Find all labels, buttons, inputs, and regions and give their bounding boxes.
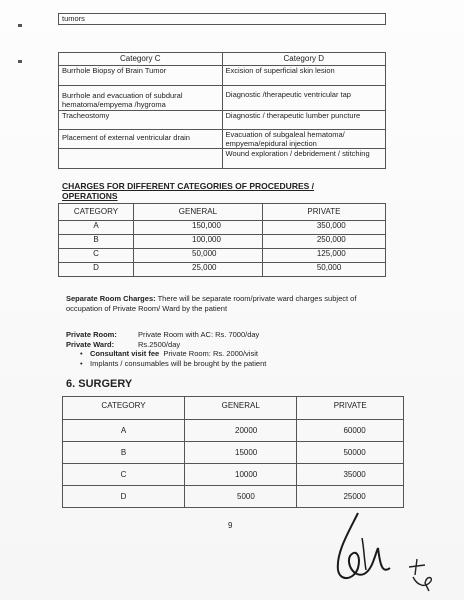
private-cell: 50000: [297, 442, 404, 464]
column-header: CATEGORY: [59, 204, 134, 221]
general-cell: 150,000: [134, 221, 263, 235]
private-room-line: [66, 330, 259, 339]
initials-mark: [405, 555, 441, 595]
implants-text: Implants / consumables will be brought by the patient: [90, 359, 267, 368]
column-header: PRIVATE: [297, 397, 404, 420]
column-header: CATEGORY: [63, 397, 185, 420]
page-number: 9: [228, 521, 233, 530]
section-heading-line1: CHARGES FOR DIFFERENT CATEGORIES OF PROCEDURES /: [62, 181, 315, 191]
private-cell: 125,000: [262, 249, 385, 263]
table-cell: Placement of external ventricular drain: [59, 130, 223, 149]
table-row: [59, 263, 386, 277]
table-row: [63, 486, 404, 508]
general-cell: 10000: [185, 464, 297, 486]
table-cell: [59, 149, 223, 169]
private-cell: 25000: [297, 486, 404, 508]
surgery-table: [62, 396, 404, 508]
category-cell: D: [63, 486, 185, 508]
general-cell: 15000: [185, 442, 297, 464]
category-cell: C: [59, 249, 134, 263]
table-row: [59, 221, 386, 235]
private-cell: 60000: [297, 420, 404, 442]
room-charges-line1: [66, 294, 356, 303]
column-header: GENERAL: [134, 204, 263, 221]
consultant-fee-value: Private Room: Rs. 2000/visit: [163, 349, 258, 358]
previous-table-fragment: [58, 13, 386, 25]
consultant-fee-label: Consultant visit fee: [90, 349, 160, 358]
table-cell: Diagnostic / therapeutic lumber puncture: [222, 111, 386, 130]
general-cell: 100,000: [134, 235, 263, 249]
table-cell: Evacuation of subgaleal hematoma/ empyema/epidural injection: [222, 130, 386, 149]
table-cell: Diagnostic /therapeutic ventricular tap: [222, 86, 386, 111]
column-header: Category D: [222, 53, 386, 66]
column-header: Category C: [59, 53, 223, 66]
list-item: [80, 359, 266, 369]
table-cell: Wound exploration / debridement / stitching: [222, 149, 386, 169]
private-ward-value: Rs.2500/day: [138, 340, 181, 349]
private-ward-label: Private Ward:: [66, 340, 115, 349]
section-heading-line2: OPERATIONS: [62, 191, 118, 201]
private-room-value: Private Room with AC: Rs. 7000/day: [138, 330, 260, 339]
table-cell: Burrhole Biopsy of Brain Tumor: [59, 66, 223, 86]
room-charges-label: Separate Room Charges:: [66, 294, 156, 303]
private-room-label: Private Room:: [66, 330, 117, 339]
category-cell: B: [63, 442, 185, 464]
table-cell: Burrhole and evacuation of subdural hematoma/empyema /hygroma: [59, 86, 223, 111]
category-cell: A: [63, 420, 185, 442]
category-cell: A: [59, 221, 134, 235]
list-item: [80, 349, 266, 359]
category-cell: C: [63, 464, 185, 486]
table-row: [63, 420, 404, 442]
private-cell: 35000: [297, 464, 404, 486]
category-table: [58, 52, 386, 169]
category-cell: D: [59, 263, 134, 277]
table-row: [59, 235, 386, 249]
private-cell: 350,000: [262, 221, 385, 235]
room-charges-text: There will be separate room/private ward charges subject of: [157, 294, 357, 303]
signature: [328, 508, 398, 588]
table-cell: tumors: [59, 14, 386, 25]
charges-table: [58, 203, 386, 277]
private-cell: 250,000: [262, 235, 385, 249]
margin-mark: [18, 60, 22, 63]
general-cell: 5000: [185, 486, 297, 508]
table-cell: Tracheostomy: [59, 111, 223, 130]
table-row: [63, 464, 404, 486]
private-ward-line: [66, 340, 180, 349]
table-row: [59, 249, 386, 263]
room-charges-line2: occupation of Private Room/ Ward by the patient: [66, 304, 228, 313]
general-cell: 50,000: [134, 249, 263, 263]
surgery-heading: 6. SURGERY: [66, 378, 133, 390]
private-cell: 50,000: [262, 263, 385, 277]
general-cell: 25,000: [134, 263, 263, 277]
general-cell: 20000: [185, 420, 297, 442]
table-cell: Excision of superficial skin lesion: [222, 66, 386, 86]
table-row: [63, 442, 404, 464]
category-cell: B: [59, 235, 134, 249]
margin-mark: [18, 24, 22, 27]
room-notes-list: [80, 349, 266, 369]
column-header: GENERAL: [185, 397, 297, 420]
column-header: PRIVATE: [262, 204, 385, 221]
